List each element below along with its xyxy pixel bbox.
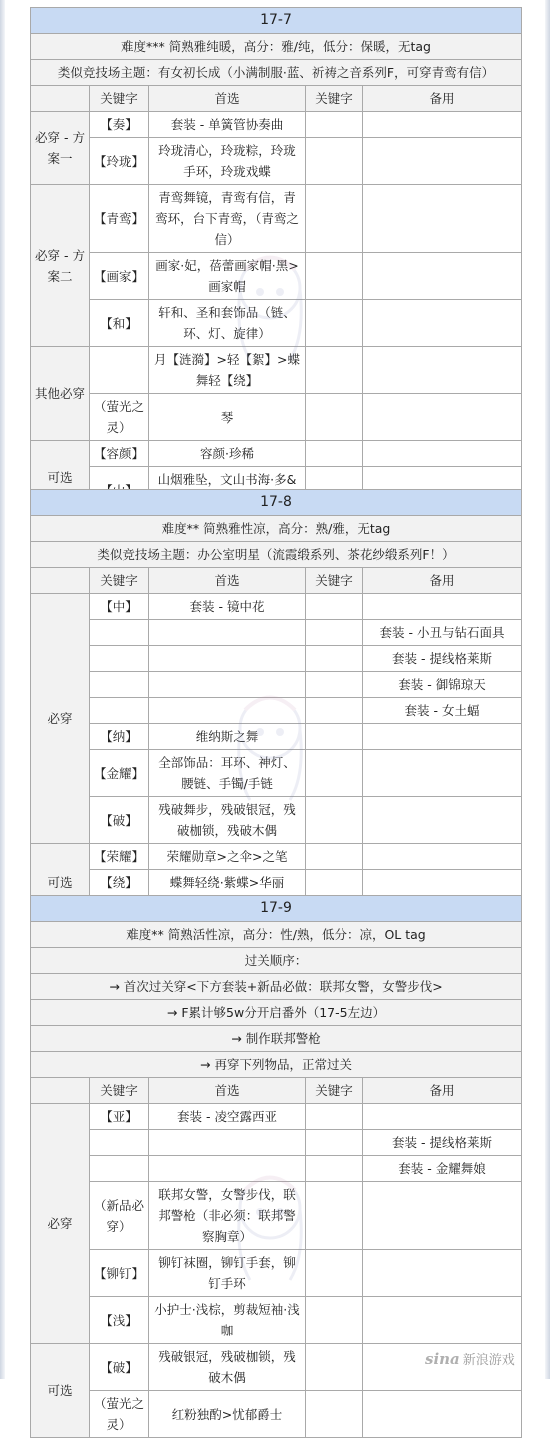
backup-cell: 套装 - 金耀舞娘 [363,1156,522,1182]
header-keyword-2: 关键字 [306,1078,363,1104]
difficulty-info: 难度** 简熟雅性凉，高分：熟/雅，无tag [31,516,522,542]
arena-theme-info: 类似竞技场主题：有女初长成（小满制服·蓝、祈祷之音系列F，可穿青鸾有信） [31,60,522,86]
keyword2-cell [306,1391,363,1438]
keyword2-cell [306,441,363,467]
header-blank [31,86,90,112]
first-choice-cell [149,620,306,646]
keyword2-cell [306,646,363,672]
table-row [31,300,522,347]
table-row [31,698,522,724]
keyword-cell [90,646,149,672]
backup-cell [363,1182,522,1250]
header-keyword-2: 关键字 [306,86,363,112]
table-row [31,620,522,646]
keyword2-cell [306,112,363,138]
first-choice-cell [149,1156,306,1182]
backup-cell [363,253,522,300]
backup-cell: 套装 - 小丑与钻石面具 [363,620,522,646]
first-choice-cell: 山烟雅坠，文山书海·多& [149,467,306,514]
keyword2-cell [306,750,363,797]
table-row [31,1130,522,1156]
keyword-cell: 【玲珑】 [90,138,149,185]
category-cell: 可选 [31,441,90,514]
keyword2-cell [306,1156,363,1182]
keyword2-cell [306,1297,363,1344]
table-row [31,672,522,698]
clear-order-title: 过关顺序： [31,948,522,974]
first-choice-cell: 维纳斯之舞 [149,724,306,750]
first-choice-cell [149,1130,306,1156]
table-row [31,870,522,896]
first-choice-cell: 小护士·浅棕，剪裁短袖·浅咖 [149,1297,306,1344]
category-cell: 必穿 [31,594,90,844]
keyword-cell: 【破】 [90,797,149,844]
table-row [31,138,522,185]
keyword-cell: （萤光之灵） [90,1391,149,1438]
first-choice-cell: 轩和、圣和套饰品（链、环、灯、旋律） [149,300,306,347]
backup-cell [363,112,522,138]
first-choice-cell [149,672,306,698]
keyword2-cell [306,620,363,646]
first-choice-cell [149,698,306,724]
first-choice-cell: 残破舞步，残破银冠，残破枷锁，残破木偶 [149,797,306,844]
category-cell: 必穿 [31,1104,90,1344]
category-cell: 可选 [31,1344,90,1438]
keyword2-cell [306,1104,363,1130]
keyword2-cell [306,844,363,870]
backup-cell [363,594,522,620]
table-row [31,844,522,870]
backup-cell [363,724,522,750]
keyword-cell: 【破】 [90,1344,149,1391]
keyword-cell: 【奏】 [90,112,149,138]
first-choice-cell: 琴 [149,394,306,441]
first-choice-cell: 套装 - 凌空露西亚 [149,1104,306,1130]
keyword2-cell [306,300,363,347]
backup-cell: 套装 - 提线格莱斯 [363,646,522,672]
backup-cell [363,844,522,870]
keyword-cell: 【铆钉】 [90,1250,149,1297]
backup-cell [363,750,522,797]
backup-cell [363,1297,522,1344]
first-choice-cell [149,646,306,672]
keyword-cell: 【浅】 [90,1297,149,1344]
keyword-cell: 【亚】 [90,1104,149,1130]
keyword2-cell [306,672,363,698]
table-row [31,253,522,300]
table-row [31,1156,522,1182]
backup-cell [363,797,522,844]
header-keyword: 关键字 [90,86,149,112]
table-row [31,1250,522,1297]
table-title: 17-9 [31,896,522,922]
keyword2-cell [306,1344,363,1391]
table-row [31,797,522,844]
keyword2-cell [306,394,363,441]
table-row [31,1104,522,1130]
sina-logo: sina [425,1349,460,1368]
backup-cell [363,1104,522,1130]
keyword-cell: 【绕】 [90,870,149,896]
sina-brand-text: 新浪游戏 [462,1353,515,1368]
first-choice-cell: 月【涟漪】>轻【絮】>蝶舞轻【绕】 [149,347,306,394]
keyword-cell [90,698,149,724]
guide-table-17-7 [30,7,522,514]
keyword-cell: 【容颜】 [90,441,149,467]
table-row [31,1391,522,1438]
table-row [31,112,522,138]
keyword-cell: 【和】 [90,300,149,347]
keyword-cell [90,1130,149,1156]
right-edge-shadow [545,0,550,1379]
keyword-cell: 【荣耀】 [90,844,149,870]
first-choice-cell: 画家·妃，蓓蕾画家帽·黑>画家帽 [149,253,306,300]
keyword2-cell [306,1250,363,1297]
backup-cell [363,138,522,185]
first-choice-cell: 玲珑清心，玲珑粽，玲珑手环，玲珑戏蝶 [149,138,306,185]
keyword-cell: 【纳】 [90,724,149,750]
table-row [31,441,522,467]
guide-table-17-8 [30,489,522,922]
difficulty-info: 难度*** 简熟雅纯暖，高分：雅/纯，低分：保暖，无tag [31,34,522,60]
backup-cell [363,185,522,253]
keyword-cell [90,620,149,646]
keyword-cell: 【中】 [90,594,149,620]
category-cell: 其他必穿 [31,347,90,441]
first-choice-cell: 套装 - 单簧管协奏曲 [149,112,306,138]
first-choice-cell: 联邦女警，女警步伐，联邦警枪（非必须：联邦警察胸章） [149,1182,306,1250]
header-keyword-2: 关键字 [306,568,363,594]
clear-order-step: → 制作联邦警枪 [31,1026,522,1052]
category-cell: 可选 [31,844,90,922]
header-first-choice: 首选 [149,568,306,594]
header-first-choice: 首选 [149,1078,306,1104]
first-choice-cell: 蝶舞轻绕·紫蝶>华丽 [149,870,306,896]
table-row [31,646,522,672]
first-choice-cell: 青鸾舞镜，青鸾有信，青鸾环，台下青鸾，（青鸾之信） [149,185,306,253]
clear-order-step: → 再穿下列物品，正常过关 [31,1052,522,1078]
header-keyword: 关键字 [90,1078,149,1104]
table-row [31,750,522,797]
backup-cell [363,870,522,896]
header-first-choice: 首选 [149,86,306,112]
clear-order-step: → F累计够5w分开启番外（17-5左边） [31,1000,522,1026]
keyword-cell [90,1156,149,1182]
table-title: 17-7 [31,8,522,34]
left-edge-shadow [0,0,5,1379]
keyword-cell: 【青鸾】 [90,185,149,253]
arena-theme-info: 类似竞技场主题：办公室明星（流霞缎系列、茶花纱缎系列F！） [31,542,522,568]
backup-cell: 套装 - 女土蝠 [363,698,522,724]
header-blank [31,568,90,594]
keyword2-cell [306,724,363,750]
table-row [31,347,522,394]
backup-cell: 套装 - 提线格莱斯 [363,1130,522,1156]
backup-cell [363,1250,522,1297]
keyword-cell: （萤光之灵） [90,394,149,441]
first-choice-cell: 荣耀勋章>之伞>之笔 [149,844,306,870]
sina-games-watermark [425,1349,515,1368]
table-row [31,1297,522,1344]
first-choice-cell: 套装 - 镜中花 [149,594,306,620]
keyword2-cell [306,698,363,724]
header-backup: 备用 [363,86,522,112]
backup-cell [363,1391,522,1438]
keyword2-cell [306,138,363,185]
clear-order-step: → 首次过关穿<下方套装+新品必做：联邦女警，女警步伐> [31,974,522,1000]
backup-cell [363,300,522,347]
difficulty-info: 难度** 简熟活性凉，高分：性/熟，低分：凉，OL tag [31,922,522,948]
keyword2-cell [306,797,363,844]
keyword2-cell [306,347,363,394]
keyword-cell: （新品必穿） [90,1182,149,1250]
table-row [31,1182,522,1250]
table-title: 17-8 [31,490,522,516]
backup-cell [363,394,522,441]
header-backup: 备用 [363,568,522,594]
table-row [31,724,522,750]
category-cell: 必穿 - 方案一 [31,112,90,185]
table-row [31,394,522,441]
keyword2-cell [306,1130,363,1156]
first-choice-cell: 全部饰品：耳环、神灯、腰链、手镯/手链 [149,750,306,797]
keyword2-cell [306,253,363,300]
backup-cell: 套装 - 御锦琼天 [363,672,522,698]
keyword-cell: 【画家】 [90,253,149,300]
first-choice-cell: 容颜·珍稀 [149,441,306,467]
keyword2-cell [306,185,363,253]
backup-cell [363,347,522,394]
first-choice-cell: 红粉独酌>忧郁爵士 [149,1391,306,1438]
header-backup: 备用 [363,1078,522,1104]
backup-cell [363,441,522,467]
first-choice-cell: 铆钉袜圈，铆钉手套，铆钉手环 [149,1250,306,1297]
keyword2-cell [306,1182,363,1250]
keyword-cell: 【金耀】 [90,750,149,797]
category-cell: 必穿 - 方案二 [31,185,90,347]
keyword2-cell [306,594,363,620]
table-row [31,185,522,253]
keyword-cell [90,347,149,394]
table-row [31,594,522,620]
first-choice-cell: 残破银冠，残破枷锁，残破木偶 [149,1344,306,1391]
header-keyword: 关键字 [90,568,149,594]
keyword-cell [90,672,149,698]
header-blank [31,1078,90,1104]
keyword2-cell [306,870,363,896]
